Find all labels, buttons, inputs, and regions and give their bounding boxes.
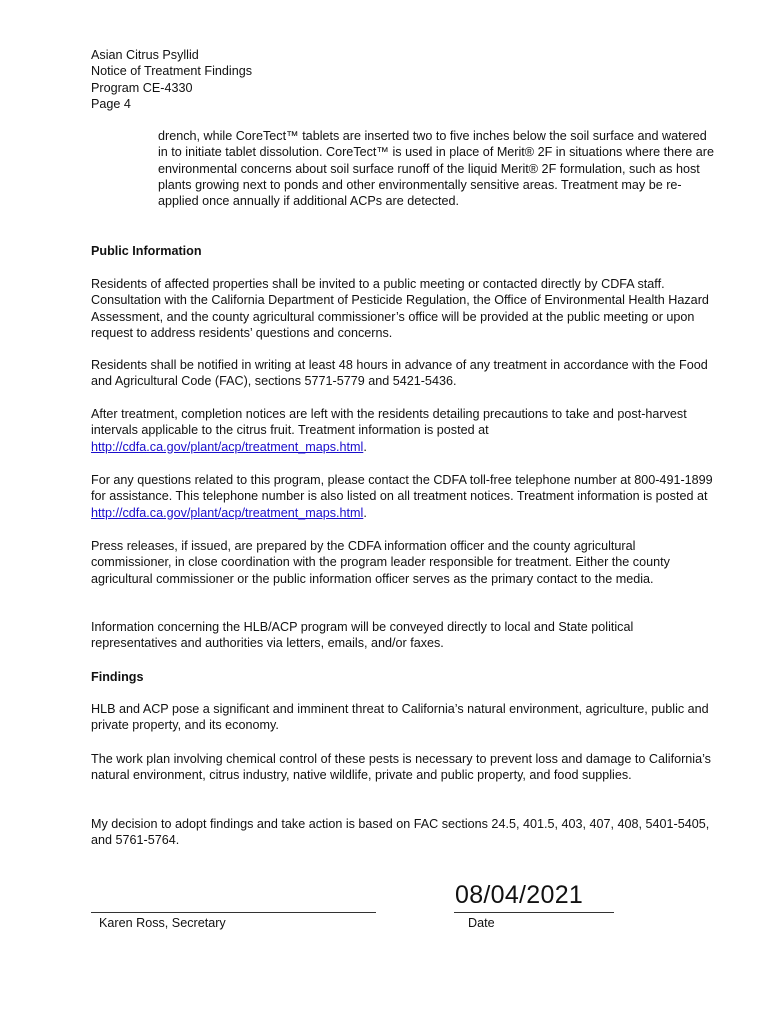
public-info-paragraph-2 — [91, 357, 716, 390]
findings-paragraph-3-text: My decision to adopt findings and take action is based on FAC sections 24.5, 401.5, 403, 407, 408, 5401-5405, and 5761-5764. — [91, 817, 710, 848]
findings-paragraph-3 — [91, 816, 716, 849]
header-page-number: Page 4 — [91, 96, 131, 111]
paragraph-4-body: For any questions related to this program, please contact the CDFA toll-free telephone number at 800-491-1899 for assistance. This telephone number is also listed on all treatment notices. Treatment information is posted at — [91, 473, 713, 504]
public-info-paragraph-5 — [91, 538, 716, 587]
findings-heading: Findings — [91, 670, 144, 684]
findings-paragraph-1-text: HLB and ACP pose a significant and imminent threat to California’s natural environment, agriculture, public and private property, and its economy. — [91, 702, 709, 733]
public-info-paragraph-3-text — [91, 406, 716, 455]
date-label: Date — [468, 916, 495, 930]
signatory-name: Karen Ross, Secretary — [99, 916, 226, 930]
public-info-paragraph-1-text: Residents of affected properties shall be invited to a public meeting or contacted directly by CDFA staff. Consultation with the California Department of Pesticide Regulation, the Office of Environmental Health Hazard Assessment, and the county agricultural commissioner’s office will be provided at the public meeting or upon request to address residents’ questions and concerns. — [91, 277, 709, 340]
public-info-paragraph-3 — [91, 406, 716, 455]
findings-paragraph-2-text: The work plan involving chemical control of these pests is necessary to prevent loss and damage to California’s natural environment, citrus industry, native wildlife, private and public property, and food supplies. — [91, 752, 711, 783]
public-info-paragraph-4 — [91, 472, 716, 521]
public-info-paragraph-1 — [91, 276, 716, 341]
paragraph-3-period: . — [363, 439, 367, 454]
header-program: Program CE-4330 — [91, 80, 193, 95]
public-info-paragraph-6-text: Information concerning the HLB/ACP program will be conveyed directly to local and State political representatives and authorities via letters, emails, and/or faxes. — [91, 620, 634, 651]
intro-paragraph-text: drench, while CoreTect™ tablets are inserted two to five inches below the soil surface and watered in to initiate tablet dissolution. CoreTect™ is used in place of Merit® 2F in situations where there are environmental concerns about soil surface runoff of the liquid Merit® 2F formulation, such as host plants growing next to ponds and other environmentally sensitive areas. Treatment may be re-applied once annually if additional ACPs are detected. — [158, 129, 714, 209]
findings-paragraph-1 — [91, 701, 716, 734]
signature-line — [91, 912, 376, 913]
date-line — [454, 912, 614, 913]
public-info-paragraph-2-text: Residents shall be notified in writing at least 48 hours in advance of any treatment in accordance with the Food and Agricultural Code (FAC), sections 5771-5779 and 5421-5436. — [91, 358, 708, 389]
paragraph-4-period: . — [363, 505, 367, 520]
header-title: Asian Citrus Psyllid — [91, 48, 199, 62]
document-header — [91, 47, 491, 112]
intro-paragraph — [158, 128, 718, 209]
paragraph-3-body: After treatment, completion notices are left with the residents detailing precautions to take and post-harvest intervals applicable to the citrus fruit. Treatment information is posted at — [91, 407, 687, 438]
signature-date-value: 08/04/2021 — [455, 881, 584, 909]
public-info-paragraph-6 — [91, 619, 716, 652]
public-information-heading: Public Information — [91, 244, 202, 258]
treatment-maps-link[interactable]: http://cdfa.ca.gov/plant/acp/treatment_maps.html — [91, 439, 364, 454]
findings-paragraph-2 — [91, 751, 716, 784]
public-info-paragraph-5-text: Press releases, if issued, are prepared by the CDFA information officer and the county agricultural commissioner, in close coordination with the program leader responsible for treatment. Either the county agricultural commissioner or the public information officer serves as the primary contact to the media. — [91, 539, 670, 586]
header-subtitle: Notice of Treatment Findings — [91, 64, 252, 79]
public-info-paragraph-4-text — [91, 472, 716, 521]
treatment-maps-link-2[interactable]: http://cdfa.ca.gov/plant/acp/treatment_maps.html — [91, 505, 364, 520]
